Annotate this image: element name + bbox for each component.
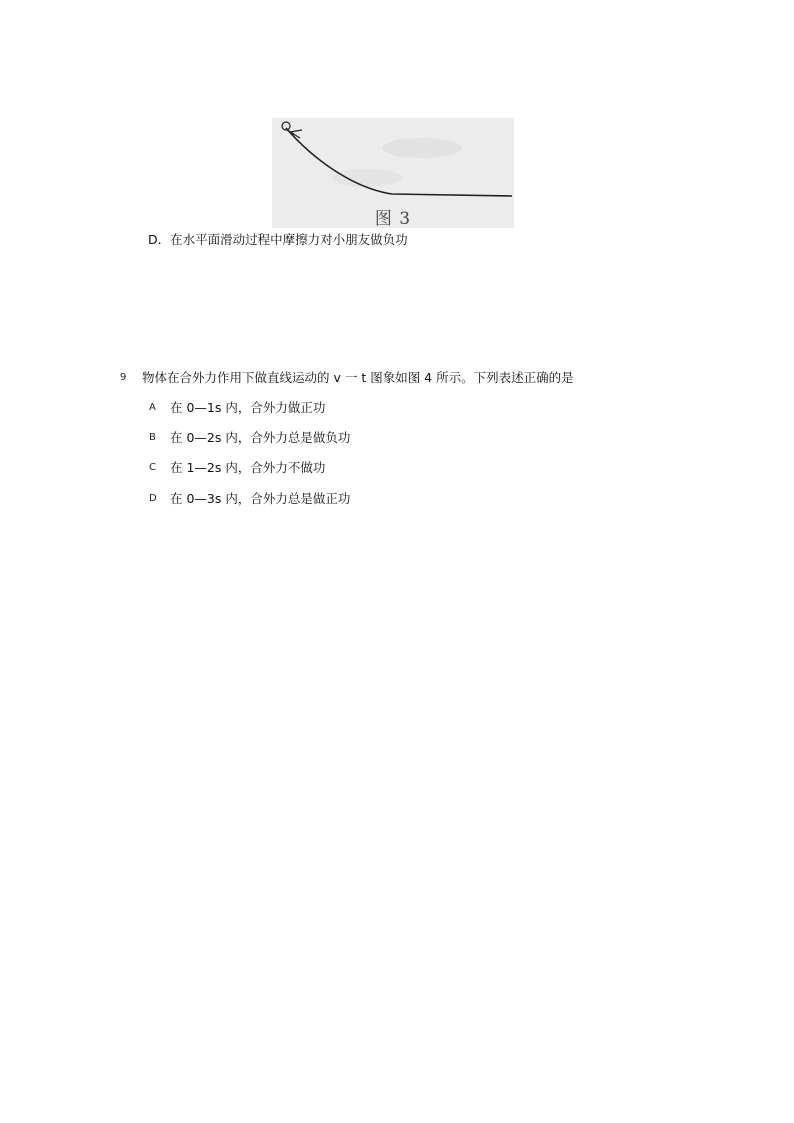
question9-stem: 物体在合外力作用下做直线运动的 v 一 t 图象如图 4 所示。下列表述正确的是 [142, 370, 574, 385]
figure-3-slide-image [272, 118, 514, 228]
question9-option-c-text: 在 1—2s 内，合外力不做功 [170, 460, 326, 475]
question9-option-b-text: 在 0—2s 内，合外力总是做负功 [170, 430, 351, 445]
slide-curve [286, 128, 512, 196]
question9-option-a-letter: A [149, 402, 156, 413]
question9-option-d-letter: D [149, 493, 157, 504]
question9-option-a-text: 在 0—1s 内，合外力做正功 [170, 400, 326, 415]
figure-caption: 图 3 [374, 209, 412, 229]
question9-number: 9 [120, 372, 127, 383]
question9-option-c-letter: C [149, 462, 156, 473]
question8-option-d: D．在水平面滑动过程中摩擦力对小朋友做负功 [148, 232, 408, 247]
question9-option-b-letter: B [149, 432, 156, 443]
question9-option-d-text: 在 0—3s 内，合外力总是做正功 [170, 491, 351, 506]
